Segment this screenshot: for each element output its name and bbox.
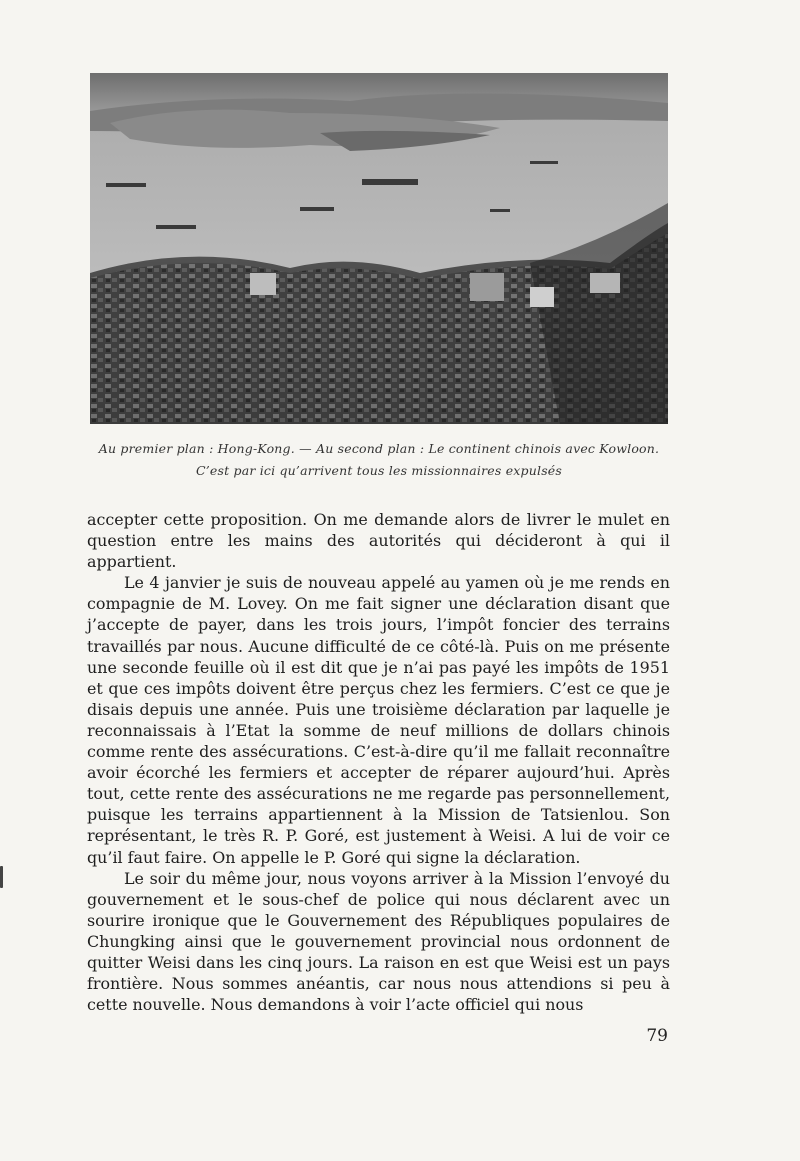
body-text: [87, 509, 670, 1015]
paragraph-3: Le soir du même jour, nous voyons arriver à la Mission l’envoyé du gouvernement et le sous-chef de police qui nous déclarent avec un sourire ironique que le Gouvernement des Républiques populaires de Chungking ainsi que le gouvernement provincial nous ordonnent de quitter Weisi dans les cinq jours. La raison en est que Weisi est un pays frontière. Nous sommes anéantis, car nous nous attendions si peu à cette nouvelle. Nous demandons à voir l’acte officiel qui nous: [87, 868, 670, 1015]
photo-caption: [90, 438, 668, 482]
page-number: 79: [646, 1026, 668, 1046]
margin-mark: [0, 866, 3, 888]
caption-line-1: Au premier plan : Hong-Kong. — Au second plan : Le continent chinois avec Kowloon.: [98, 441, 660, 456]
hong-kong-aerial-photo: [90, 73, 668, 424]
caption-line-2: C’est par ici qu’arrivent tous les missionnaires expulsés: [195, 463, 563, 478]
paragraph-2: Le 4 janvier je suis de nouveau appelé au yamen où je me rends en compagnie de M. Lovey. On me fait signer une déclaration disant que j’accepte de payer, dans les trois jours, l’impôt foncier des terrains travaillés par nous. Aucune difficulté de ce côté-là. Puis on me présente une seconde feuille où il est dit que je n’ai pas payé les impôts de 1951 et que ces impôts doivent être perçus chez les fermiers. C’est ce que je disais depuis une année. Puis une troisième déclaration par laquelle je reconnaissais à l’Etat la somme de neuf millions de dollars chinois comme rente des assécurations. C’est-à-dire qu’il me fallait reconnaître avoir écorché les fermiers et accepter de réparer aujourd’hui. Après tout, cette rente des assécurations ne me regarde pas personnellement, puisque les terrains appartiennent à la Mission de Tatsienlou. Son représentant, le très R. P. Goré, est justement à Weisi. A lui de voir ce qu’il faut faire. On appelle le P. Goré qui signe la déclaration.: [87, 573, 670, 867]
paragraph-1: accepter cette proposition. On me demande alors de livrer le mulet en question entre les mains des autorités qui décideront à qui il appartient.: [87, 510, 670, 572]
